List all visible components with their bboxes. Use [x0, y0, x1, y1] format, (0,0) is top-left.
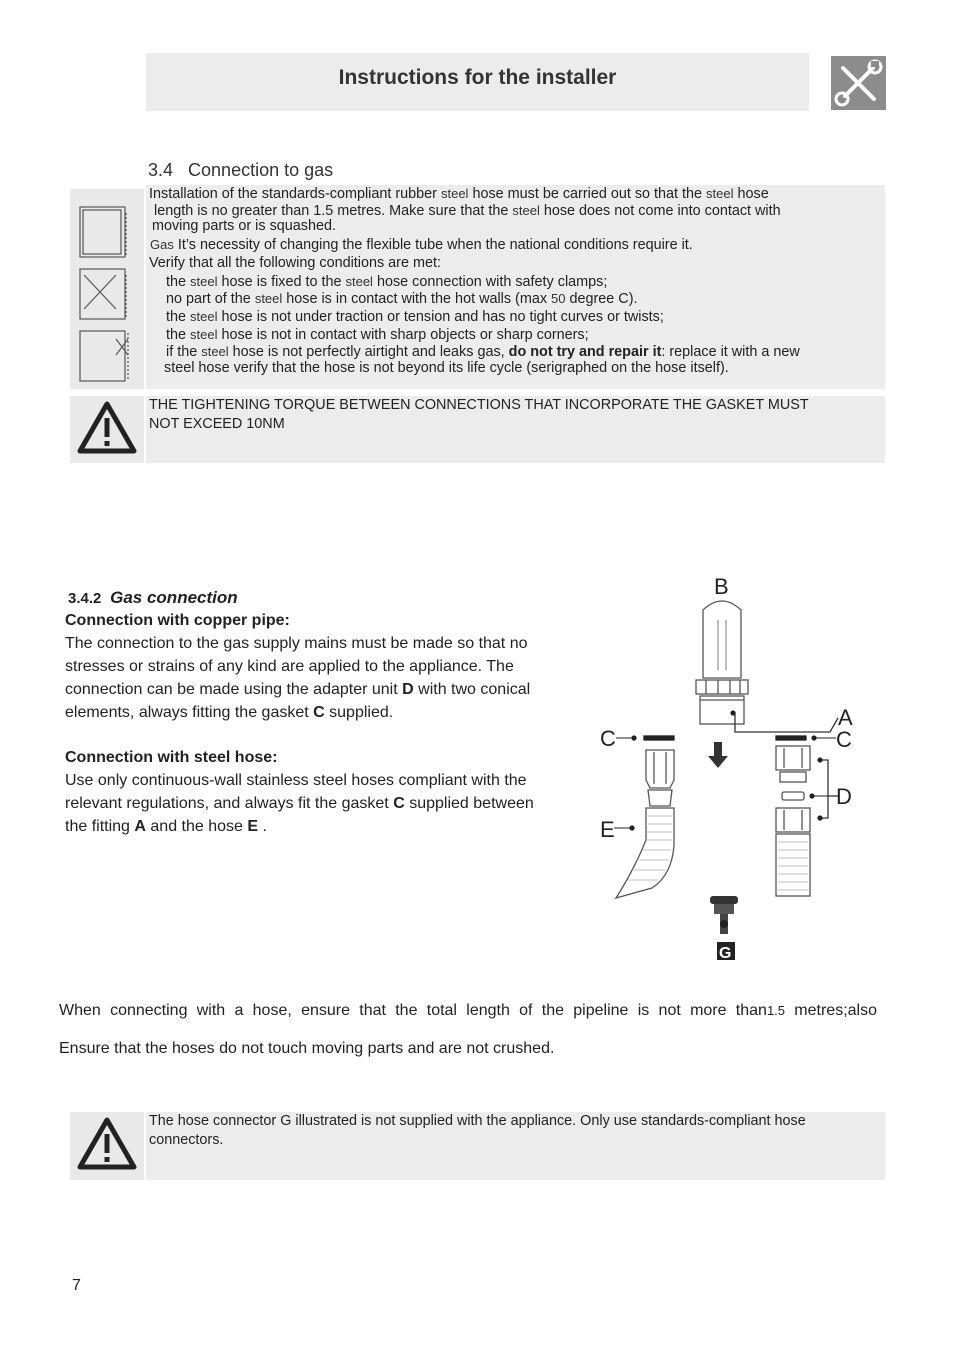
- label-c-right: C: [836, 727, 852, 752]
- text: no part of the: [166, 291, 251, 307]
- text: C: [393, 795, 405, 812]
- warning-text: [149, 1112, 806, 1150]
- text: length is no greater than 1.5 metres. Make sure that the: [154, 203, 509, 219]
- warning-line: connectors.: [149, 1132, 224, 1148]
- warning-icon: [70, 1112, 144, 1180]
- text: do not try and repair it: [508, 344, 662, 360]
- text: It’s necessity of changing the flexible tube when the national conditions require it.: [177, 237, 693, 253]
- hose-length-note: [59, 1000, 877, 1022]
- braided-hose-right: [776, 834, 810, 896]
- hose-crush-note: Ensure that the hoses do not touch moving parts and are not crushed.: [59, 1040, 555, 1057]
- adapter-d-top: [776, 746, 810, 770]
- section-number: 3.4: [148, 160, 174, 180]
- text: steel: [706, 186, 734, 201]
- tools-icon: [831, 56, 886, 110]
- text-line: stresses or strains of any kind are applied to the appliance. The: [65, 658, 514, 675]
- text: the: [166, 309, 187, 325]
- text: and the hose: [150, 818, 243, 835]
- gasket-c-left: [644, 736, 674, 740]
- subsection-heading: [68, 588, 238, 608]
- text: squashed.: [269, 218, 336, 234]
- label-b: B: [714, 574, 729, 599]
- adapter-d-bottom: [776, 808, 810, 832]
- page-title: Instructions for the installer: [338, 66, 617, 89]
- steel-heading: Connection with steel hose:: [65, 749, 278, 766]
- page-number: 7: [72, 1277, 81, 1294]
- text: hose does not come into contact with: [543, 203, 781, 219]
- text: steel: [345, 274, 373, 289]
- text: relevant regulations, and always fit the gasket: [65, 795, 389, 812]
- text: 50: [551, 291, 566, 306]
- copper-paragraph: [65, 632, 530, 724]
- text: Installation of the standards-compliant rubber: [149, 186, 437, 202]
- intro-panel: [146, 185, 885, 389]
- text: connection can be made using the adapter unit: [65, 681, 398, 698]
- text: moving parts or is: [152, 218, 266, 234]
- text: steel: [254, 291, 283, 306]
- warning-panel: [146, 396, 885, 463]
- text: hose is not under traction or tension and has no tight curves or twists;: [221, 309, 664, 325]
- intro-line-1: [149, 185, 769, 203]
- text: verify that the hose is not beyond its life cycle (serigraphed on the hose itself).: [233, 360, 729, 376]
- text: hose is not in contact with sharp objects or sharp corners;: [221, 327, 589, 343]
- text: the: [166, 327, 187, 343]
- fitting-b: [703, 601, 741, 678]
- text-line: [65, 815, 534, 838]
- label-a: A: [838, 705, 853, 730]
- label-d: D: [836, 784, 852, 809]
- arrow-down-icon: [708, 742, 728, 768]
- copper-heading: Connection with copper pipe:: [65, 612, 290, 629]
- diagram-illustration: [590, 570, 870, 970]
- text: hose connection with safety clamps;: [376, 274, 608, 290]
- text: A: [134, 818, 146, 835]
- text: When connecting with a hose, ensure that the total length of the pipeline is not more than: [59, 1002, 767, 1019]
- warning-line: The hose connector G illustrated is not supplied with the appliance. Only use standards-compliant hose: [149, 1113, 806, 1129]
- text: steel: [512, 203, 540, 218]
- condition-6: [164, 360, 729, 377]
- text: the fitting: [65, 818, 130, 835]
- braided-hose-e: [616, 808, 674, 898]
- gasket-c-right: [776, 736, 806, 740]
- text: supplied between: [409, 795, 534, 812]
- label-e: E: [600, 817, 615, 842]
- condition-5: [166, 343, 800, 361]
- warning-line: THE TIGHTENING TORQUE BETWEEN CONNECTIONS THAT INCORPORATE THE GASKET MUST: [149, 397, 809, 413]
- text: hose: [737, 186, 769, 202]
- text: 1.5: [766, 1003, 786, 1018]
- text: steel: [201, 344, 229, 359]
- gas-connection-diagram: [590, 570, 870, 970]
- subsection-title: Gas connection: [110, 588, 238, 607]
- intro-line-4: [150, 236, 693, 254]
- text: steel: [190, 327, 218, 342]
- text: metres;also: [794, 1002, 877, 1019]
- text: : replace it with a new: [661, 344, 800, 360]
- text: degree C).: [569, 291, 638, 307]
- warning-icon-cell: [70, 1112, 144, 1180]
- text: C: [313, 704, 325, 721]
- hose-connector-g: [710, 896, 738, 934]
- text: if the: [166, 344, 198, 360]
- text: steel: [190, 274, 218, 289]
- steel-paragraph: [65, 769, 534, 838]
- subsection-number: 3.4.2: [68, 590, 102, 607]
- text: D: [402, 681, 414, 698]
- text: steel: [440, 186, 469, 201]
- text: .: [262, 818, 267, 835]
- warning-line: NOT EXCEED 10NM: [149, 416, 285, 432]
- text: with two conical: [418, 681, 531, 698]
- text-line: The connection to the gas supply mains must be made so that no: [65, 635, 528, 652]
- text: elements, always fitting the gasket: [65, 704, 309, 721]
- condition-4: [166, 326, 589, 344]
- intro-line-3: [152, 218, 336, 235]
- warning-text: [149, 396, 809, 434]
- warning-icon: [70, 396, 144, 463]
- text: hose must be carried out so that the: [472, 186, 703, 202]
- section-heading: [148, 160, 333, 181]
- warning-panel: [146, 1112, 885, 1180]
- text: supplied.: [329, 704, 394, 721]
- text-line: Use only continuous-wall stainless steel hoses compliant with the: [65, 772, 527, 789]
- text: steel: [190, 309, 218, 324]
- text: Gas: [150, 237, 174, 252]
- condition-3: [166, 308, 664, 326]
- appliance-icons-column: [70, 189, 144, 389]
- text: steel hose: [164, 360, 230, 376]
- text-line: [65, 701, 530, 724]
- appliance-icons: [70, 189, 144, 389]
- text: hose is fixed to the: [221, 274, 342, 290]
- text: hose is not perfectly airtight and leaks gas,: [232, 344, 505, 360]
- text-line: [65, 678, 530, 701]
- conical-element: [782, 792, 804, 800]
- label-g: G: [719, 945, 732, 962]
- warning-icon-cell: [70, 396, 144, 463]
- hose-nut-left: [646, 750, 674, 788]
- text: the: [166, 274, 187, 290]
- condition-1: [166, 273, 607, 291]
- text: E: [247, 818, 259, 835]
- label-c-left: C: [600, 726, 616, 751]
- condition-2: [166, 290, 638, 308]
- section-title: Connection to gas: [188, 160, 334, 180]
- text: hose is in contact with the hot walls (max: [286, 291, 548, 307]
- text-line: [65, 792, 534, 815]
- intro-line-5: Verify that all the following conditions are met:: [149, 255, 441, 271]
